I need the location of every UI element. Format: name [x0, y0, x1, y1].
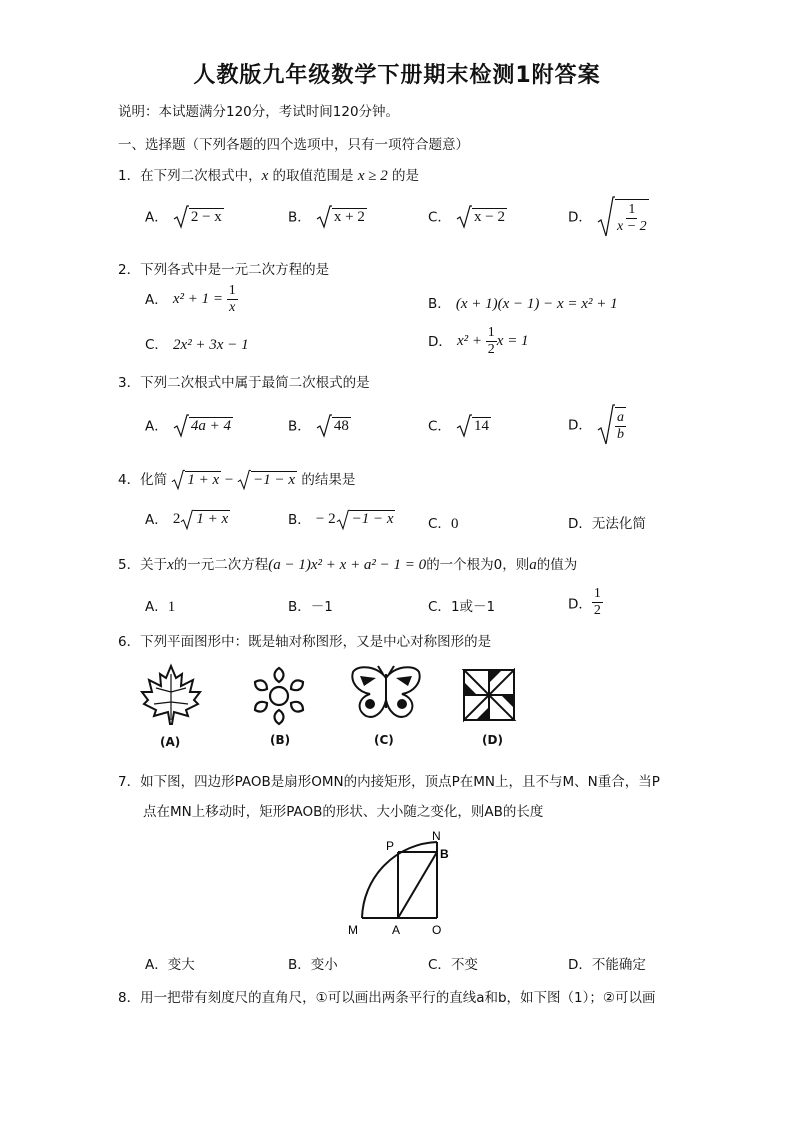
q7-option-a[interactable]: A．变大 — [145, 957, 195, 973]
q3-option-c[interactable]: C． 14 — [428, 414, 491, 438]
q1-option-d[interactable]: D． $\frac{1}{x - 2}$ — [568, 196, 649, 238]
butterfly-figure[interactable] — [350, 664, 422, 722]
q2-option-b[interactable]: B． (x + 1)(x − 1) − x = x² + 1 — [428, 296, 618, 312]
question-1: 1．在下列二次根式中，x 的取值范围是 x ≥ 2 的是 — [118, 168, 420, 184]
question-3: 3．下列二次根式中属于最简二次根式的是 — [118, 375, 370, 391]
q5-option-a[interactable]: A．1 — [145, 599, 176, 615]
figure-label-d: (D) — [482, 733, 503, 747]
figure-label-b: (B) — [270, 733, 291, 747]
label-n: N — [432, 829, 441, 843]
sqrt-expression: x + 2 — [316, 205, 367, 229]
sector-rectangle-figure — [340, 828, 460, 938]
q5-option-c[interactable]: C．1或－1 — [428, 599, 496, 615]
question-2: 2．下列各式中是一元二次方程的是 — [118, 262, 330, 278]
pinwheel-figure[interactable] — [458, 664, 520, 726]
q5-option-d[interactable]: D． $\frac{1}{2}$ — [568, 586, 601, 618]
q5-option-b[interactable]: B．－1 — [288, 599, 333, 615]
question-7-line-1: 7．如下图，四边形PAOB是扇形OMN的内接矩形，顶点P在MN上，且不与M、N重合，当P — [118, 774, 660, 790]
question-4: 4．化简 1 + x − −1 − x 的结果是 — [118, 471, 356, 488]
q4-option-c[interactable]: C．0 — [428, 516, 459, 532]
label-a: A — [392, 923, 401, 937]
q1-option-a[interactable]: A． 2 − x — [145, 205, 224, 229]
q2-option-c[interactable]: C． 2x² + 3x − 1 — [145, 337, 249, 353]
q3-option-b[interactable]: B． 48 — [288, 414, 351, 438]
question-6: 6．下列平面图形中：既是轴对称图形，又是中心对称图形的是 — [118, 634, 492, 650]
label-m: M — [348, 923, 358, 937]
sqrt-expression: x − 2 — [456, 205, 507, 229]
question-8-line-1: 8．用一把带有刻度尺的直角尺，①可以画出两条平行的直线a和b，如下图（1）；②可以画 — [118, 990, 656, 1006]
question-5: 5．关于x的一元二次方程(a − 1)x² + x + a² − 1 = 0的一个根为0，则a的值为 — [118, 557, 578, 573]
q7-option-b[interactable]: B．变小 — [288, 957, 338, 973]
label-p: P — [386, 839, 395, 853]
q7-option-c[interactable]: C．不变 — [428, 957, 478, 973]
q1-option-b[interactable]: B． x + 2 — [288, 205, 367, 229]
q4-option-d[interactable]: D．无法化简 — [568, 516, 646, 532]
q4-option-b[interactable]: B． − 2 −1 − x — [288, 511, 394, 528]
maple-leaf-figure[interactable] — [138, 662, 204, 730]
section-heading: 一、选择题（下列各题的四个选项中，只有一项符合题意） — [118, 137, 469, 153]
snowflake-figure[interactable] — [247, 664, 311, 728]
q7-option-d[interactable]: D．不能确定 — [568, 957, 646, 973]
q3-option-a[interactable]: A． 4a + 4 — [145, 414, 233, 438]
exam-note: 说明：本试题满分120分，考试时间120分钟。 — [118, 104, 400, 120]
q2-option-d[interactable]: D． x² + $\frac{1}{2}$ x = 1 — [428, 325, 529, 357]
sqrt-expression: 2 − x — [173, 205, 224, 229]
figure-label-a: (A) — [160, 735, 181, 749]
label-b: B — [440, 847, 449, 861]
label-o: O — [432, 923, 442, 937]
q3-option-d[interactable]: D． $\frac{a}{b}$ — [568, 404, 626, 446]
page-title: 人教版九年级数学下册期末检测1附答案 — [193, 63, 601, 88]
figure-label-c: (C) — [374, 733, 394, 747]
q1-option-c[interactable]: C． x − 2 — [428, 205, 507, 229]
q2-option-a[interactable]: A． x² + 1 = $\frac{1}{x}$ — [145, 283, 236, 315]
q4-option-a[interactable]: A． 2 1 + x — [145, 511, 229, 528]
question-7-line-2: 点在MN上移动时，矩形PAOB的形状、大小随之变化，则AB的长度 — [143, 804, 544, 820]
